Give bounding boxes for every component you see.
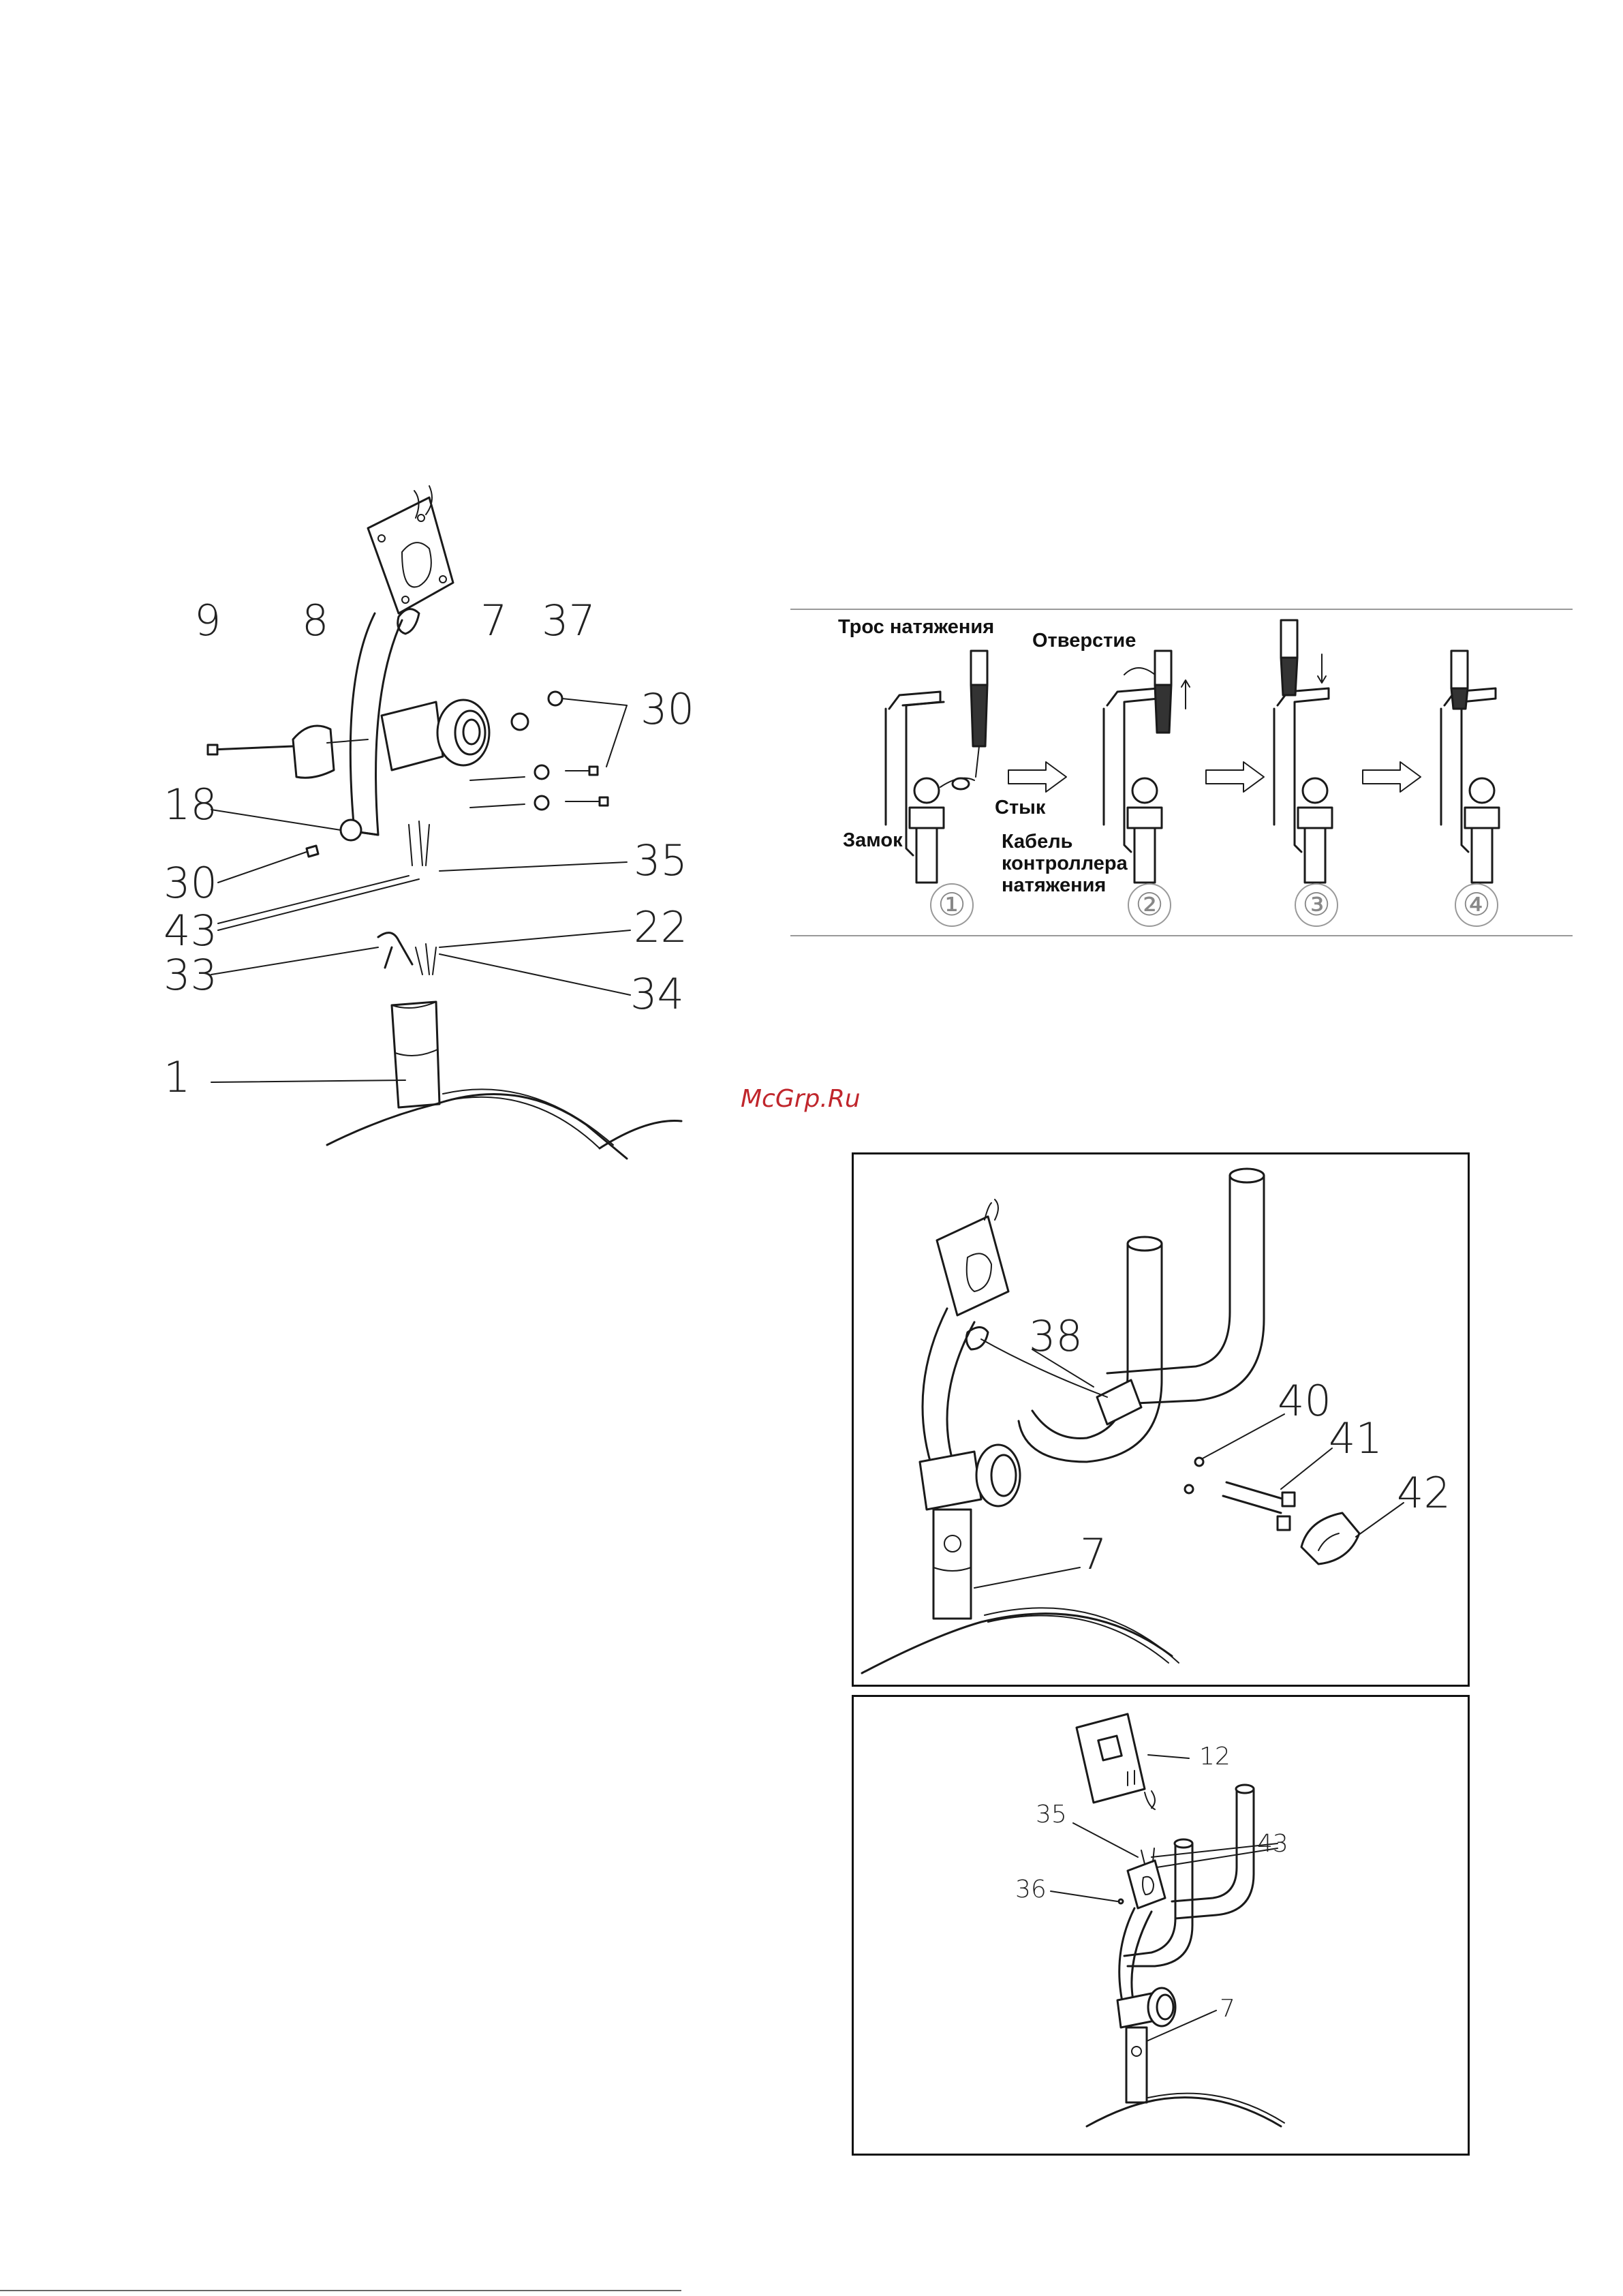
label-12: 12 <box>1199 1743 1231 1771</box>
label-40: 40 <box>1278 1376 1331 1426</box>
label-tension-cable: Трос натяжения <box>838 616 995 638</box>
step-1-marker: ① <box>930 883 974 927</box>
step-2-marker: ② <box>1128 883 1171 927</box>
label-18: 18 <box>164 780 217 829</box>
label-42: 42 <box>1397 1468 1451 1518</box>
watermark: McGrp.Ru <box>741 1085 861 1113</box>
label-22: 22 <box>634 902 687 952</box>
step-4-marker: ④ <box>1455 883 1498 927</box>
label-7: 7 <box>480 596 508 645</box>
step-3-marker: ③ <box>1295 883 1338 927</box>
label-36: 36 <box>1015 1876 1047 1903</box>
label-8: 8 <box>302 596 329 645</box>
label-35: 35 <box>634 836 687 885</box>
label-7-console: 7 <box>1220 1995 1235 2023</box>
label-9: 9 <box>194 596 221 645</box>
label-30-left: 30 <box>164 858 217 908</box>
label-30-right: 30 <box>640 684 694 734</box>
label-joint: Стык <box>995 797 1046 818</box>
label-33: 33 <box>164 950 217 1000</box>
label-37: 37 <box>542 596 596 645</box>
label-38: 38 <box>1029 1311 1083 1361</box>
label-43: 43 <box>164 906 217 955</box>
label-lock: Замок <box>843 829 903 851</box>
page-bottom-rule <box>0 2290 681 2291</box>
label-43-console: 43 <box>1257 1830 1288 1858</box>
label-34: 34 <box>630 969 684 1019</box>
label-1: 1 <box>164 1052 191 1102</box>
label-7-handlebar: 7 <box>1080 1529 1107 1579</box>
label-hole: Отверстие <box>1032 630 1137 652</box>
label-35-console: 35 <box>1036 1801 1067 1828</box>
label-controller-cable: Кабель контроллера натяжения <box>1002 831 1128 896</box>
label-41: 41 <box>1329 1413 1382 1463</box>
